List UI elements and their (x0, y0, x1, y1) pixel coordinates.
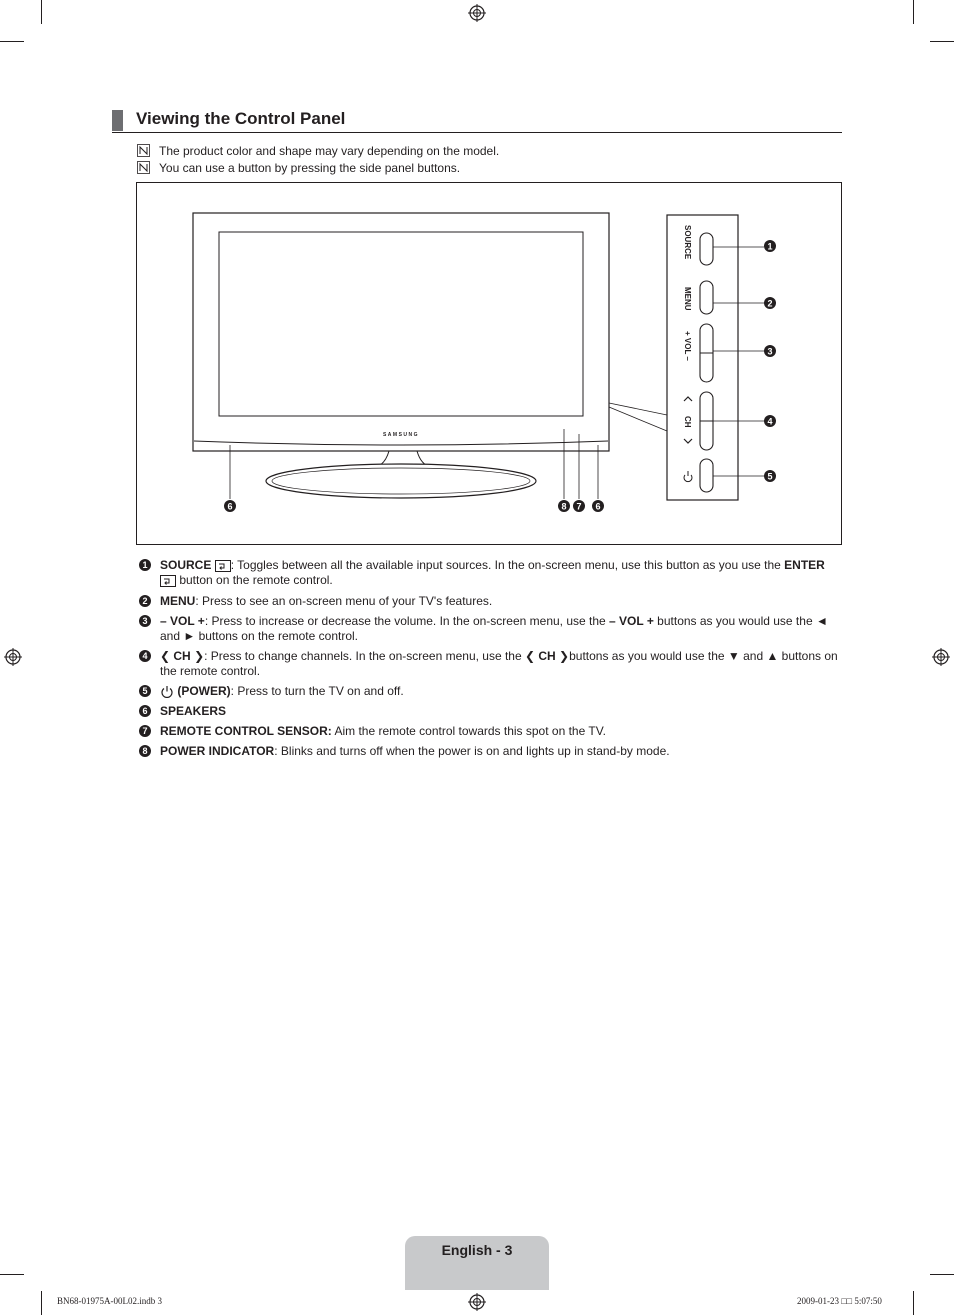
item-term-2: ENTER (784, 558, 825, 572)
section-title: Viewing the Control Panel (136, 109, 346, 128)
vol-control-label: – VOL + (160, 614, 205, 628)
svg-text:2: 2 (767, 298, 773, 309)
item-number: 4 (139, 650, 151, 662)
item-term: SPEAKERS (160, 704, 227, 718)
description-item (139, 704, 844, 720)
item-text: : Blinks and turns off when the power is on and lights up in stand-by mode. (274, 744, 670, 758)
svg-text:1: 1 (767, 241, 773, 252)
callout-4 (764, 415, 776, 427)
description-item (139, 614, 844, 646)
section-heading (112, 110, 842, 133)
description-item (139, 594, 844, 610)
note-text: You can use a button by pressing the side panel buttons. (159, 161, 461, 175)
tv-stand-base (266, 464, 536, 498)
svg-text:7: 7 (576, 501, 582, 512)
svg-text:6: 6 (227, 501, 233, 512)
crop-mark (41, 0, 42, 24)
control-panel-figure (136, 182, 842, 545)
description-item (139, 649, 844, 681)
note-text: The product color and shape may vary depending on the model. (159, 144, 500, 158)
menu-button (700, 281, 713, 314)
tv-illustration (137, 183, 841, 544)
source-button (700, 233, 713, 265)
registration-mark-icon (4, 648, 22, 666)
ch-control-label-inline: ❮ CH ❯ (524, 649, 570, 663)
item-text: : Press to see an on-screen menu of your TV's features. (195, 594, 493, 608)
item-text: : Press to turn the TV on and off. (230, 684, 404, 698)
crop-mark (930, 41, 954, 42)
print-slug-file: BN68-01975A-00L02.indb 3 (57, 1296, 162, 1306)
page-number: English - 3 (441, 1242, 513, 1258)
section-marker (112, 110, 123, 131)
note (137, 161, 460, 176)
item-term: (POWER) (177, 684, 231, 698)
callout-7 (573, 500, 585, 512)
ch-label: CH (683, 416, 692, 428)
svg-text:4: 4 (767, 416, 773, 427)
enter-icon (160, 575, 176, 587)
item-term: SOURCE (160, 558, 212, 572)
item-text: : Toggles between all the available input sources. In the on-screen menu, use this button as you use the (230, 558, 785, 572)
item-number: 7 (139, 725, 151, 737)
brand-logo: SAMSUNG (382, 432, 420, 438)
callout-6 (224, 500, 236, 512)
item-number: 5 (139, 685, 151, 697)
svg-text:3: 3 (767, 346, 773, 357)
item-term: REMOTE CONTROL SENSOR: (160, 724, 332, 738)
item-number: 2 (139, 595, 151, 607)
vol-label: + VOL – (683, 331, 692, 361)
item-text: Aim the remote control towards this spot on the TV. (331, 724, 606, 738)
callout-1 (764, 240, 776, 252)
description-item (139, 684, 844, 700)
callout-3 (764, 345, 776, 357)
ch-control-label: ❮ CH ❯ (160, 649, 205, 663)
description-item (139, 724, 844, 740)
page-footer-tab (405, 1236, 549, 1290)
crop-mark (0, 41, 24, 42)
crop-mark (930, 1274, 954, 1275)
crop-mark (913, 0, 914, 24)
source-input-icon (215, 560, 231, 572)
note-icon (137, 144, 150, 157)
item-text-2: buttons as you would use the ◄ and ► buttons on the remote control. (160, 614, 828, 643)
crop-mark (41, 1291, 42, 1315)
item-number: 3 (139, 615, 151, 627)
vol-control-label-inline: – VOL + (609, 614, 654, 628)
source-label: SOURCE (683, 225, 692, 260)
item-term: MENU (160, 594, 196, 608)
svg-text:5: 5 (767, 471, 773, 482)
item-number: 1 (139, 559, 151, 571)
crop-mark (913, 1291, 914, 1315)
callout-6-right (592, 500, 604, 512)
item-number: 6 (139, 705, 151, 717)
note-icon (137, 161, 150, 174)
print-slug-date: 2009-01-23 □□ 5:07:50 (797, 1296, 882, 1306)
item-term: POWER INDICATOR (160, 744, 275, 758)
callout-2 (764, 297, 776, 309)
description-item (139, 744, 844, 760)
svg-text:8: 8 (561, 501, 567, 512)
panel-leader (609, 407, 667, 431)
tv-screen (219, 232, 583, 416)
item-number: 8 (139, 745, 151, 757)
crop-mark (0, 1274, 24, 1275)
item-text-2: button on the remote control. (176, 573, 333, 587)
item-text-2: buttons as you would use the ▼ and ▲ buttons on the remote control. (160, 649, 838, 678)
panel-leader (609, 403, 667, 415)
registration-mark-icon (468, 1293, 486, 1311)
registration-mark-icon (468, 4, 486, 22)
menu-label: MENU (683, 287, 692, 311)
callout-5 (764, 470, 776, 482)
item-text: : Press to change channels. In the on-screen menu, use the (204, 649, 525, 663)
registration-mark-icon (932, 648, 950, 666)
item-text: : Press to increase or decrease the volume. In the on-screen menu, use the (204, 614, 610, 628)
svg-text:6: 6 (595, 501, 601, 512)
description-item (139, 558, 844, 590)
callout-8 (558, 500, 570, 512)
power-icon (160, 685, 174, 698)
note (137, 144, 499, 159)
power-button (700, 459, 713, 492)
